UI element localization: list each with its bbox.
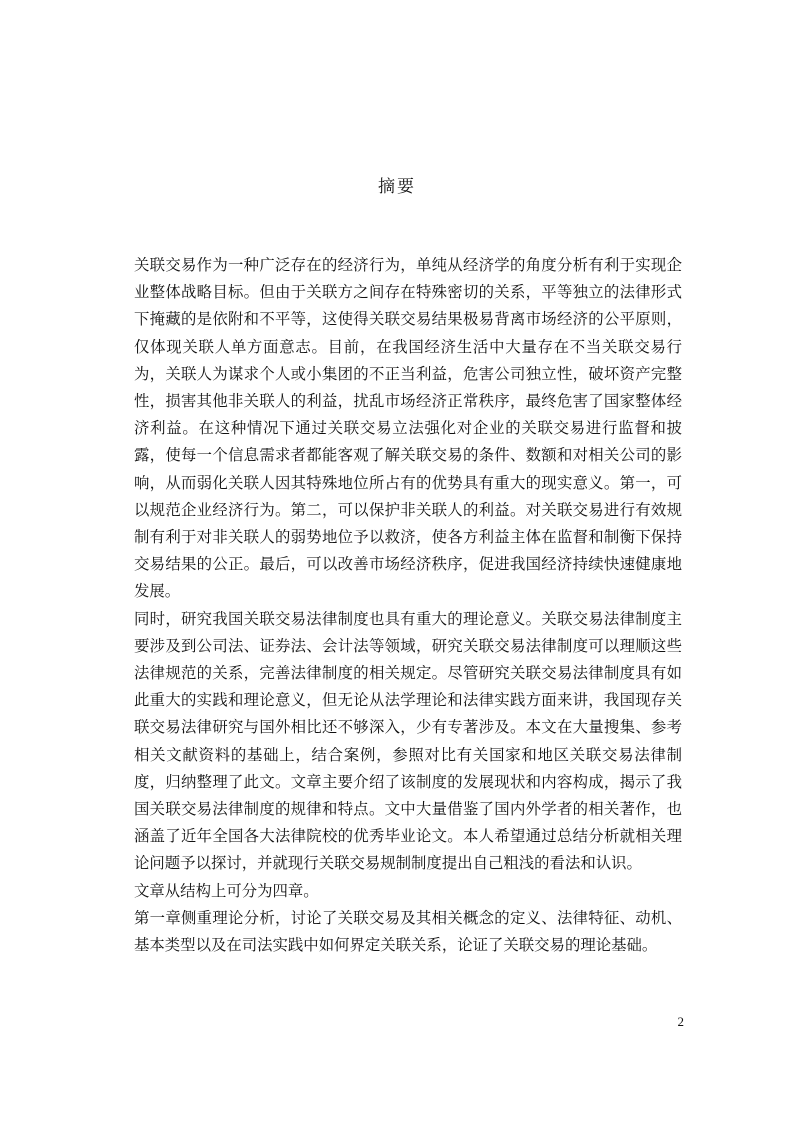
paragraph-2: 同时，研究我国关联交易法律制度也具有重大的理论意义。关联交易法律制度主要涉及到公司法、证券法、会计法等领域，研究关联交易法律制度可以理顺这些法律规范的关系，完善法律制度的相关规定。尽管研究关联交易法律制度具有如此重大的实践和理论意义，但无论从法学理论和法律实践方面来讲，我国现存关联交易法律研究与国外相比还不够深入，少有专著涉及。本文在大量搜集、参考相关文献资料的基础上，结合案例，参照对比有关国家和地区关联交易法律制度，归纳整理了此文。文章主要介绍了该制度的发展现状和内容构成，揭示了我国关联交易法律制度的规律和特点。文中大量借鉴了国内外学者的相关著作，也涵盖了近年全国各大法律院校的优秀毕业论文。本人希望通过总结分析就相关理论问题予以探讨，并就现行关联交易规制制度提出自己粗浅的看法和认识。 <box>134 609 682 873</box>
page-title: 摘要 <box>378 177 416 197</box>
paragraph-3: 文章从结构上可分为四章。 <box>134 881 319 900</box>
paragraph-4: 第一章侧重理论分析，讨论了关联交易及其相关概念的定义、法律特征、动机、基本类型以及在司法实践中如何界定关联关系，论证了关联交易的理论基础。 <box>134 908 682 955</box>
page-number: 2 <box>677 1014 684 1029</box>
paragraph-1: 关联交易作为一种广泛存在的经济行为，单纯从经济学的角度分析有利于实现企业整体战略目标。但由于关联方之间存在特殊密切的关系，平等独立的法律形式下掩藏的是依附和不平等，这使得关联交易结果极易背离市场经济的公平原则，仅体现关联人单方面意志。目前，在我国经济生活中大量存在不当关联交易行为，关联人为谋求个人或小集团的不正当利益，危害公司独立性，破坏资产完整性，损害其他非关联人的利益，扰乱市场经济正常秩序，最终危害了国家整体经济利益。在这种情况下通过关联交易立法强化对企业的关联交易进行监督和披露，使每一个信息需求者都能客观了解关联交易的条件、数额和对相关公司的影响，从而弱化关联人因其特殊地位所占有的优势具有重大的现实意义。第一，可以规范企业经济行为。第二，可以保护非关联人的利益。对关联交易进行有效规制有利于对非关联人的弱势地位予以救济，使各方利益主体在监督和制衡下保持交易结果的公正。最后，可以改善市场经济秩序，促进我国经济持续快速健康地发展。 <box>134 256 682 601</box>
abstract-body <box>134 252 682 959</box>
